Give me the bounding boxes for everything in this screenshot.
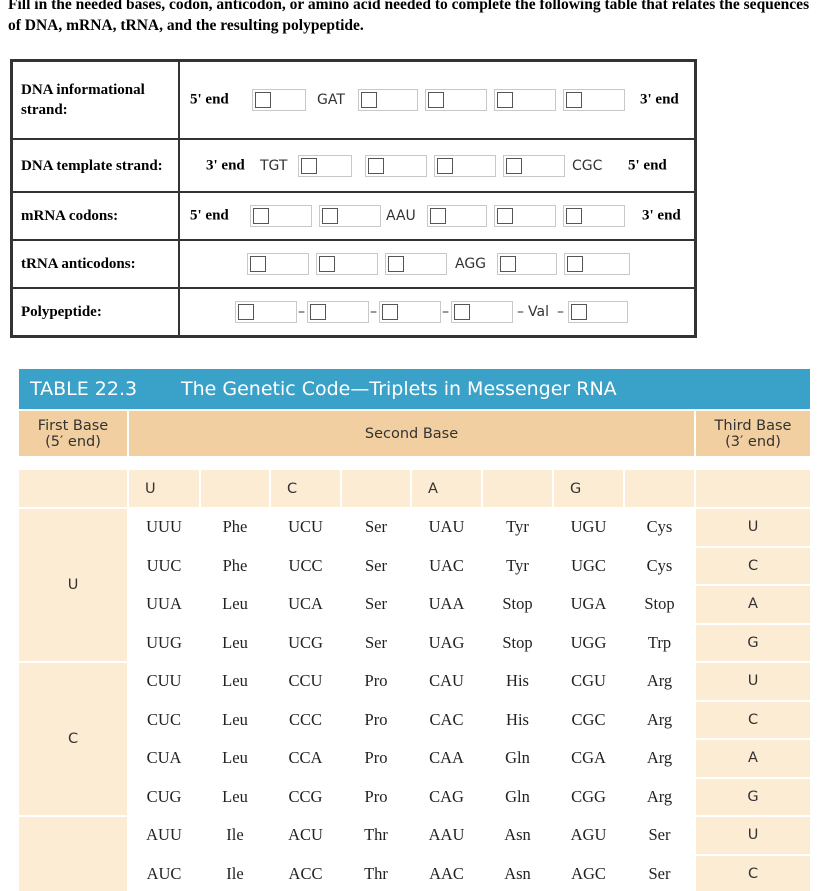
amino-acid: Pro xyxy=(342,779,410,816)
third-base-label: U xyxy=(696,509,810,546)
given-base: AGG xyxy=(455,256,487,272)
given-base: TGT xyxy=(260,157,288,174)
codon: UUU xyxy=(129,509,199,546)
second-base-spacer xyxy=(201,470,269,507)
third-base-spacer xyxy=(696,470,810,507)
answer-box[interactable] xyxy=(247,253,309,275)
second-base-spacer xyxy=(342,470,410,507)
answer-box[interactable] xyxy=(250,205,312,227)
amino-acid: Pro xyxy=(342,740,410,777)
answer-box[interactable] xyxy=(385,253,447,275)
amino-acid: Pro xyxy=(342,663,410,700)
second-base-label: A xyxy=(412,470,481,507)
start-label: 5' end xyxy=(190,91,229,108)
second-base-label: G xyxy=(554,470,623,507)
codon: UGC xyxy=(554,548,623,585)
amino-acid: Leu xyxy=(201,702,269,739)
codon: CCA xyxy=(271,740,340,777)
row-label: tRNA anticodons: xyxy=(12,240,179,288)
amino-acid: Leu xyxy=(201,586,269,623)
amino-acid: Tyr xyxy=(483,509,552,546)
answer-box[interactable] xyxy=(425,89,487,111)
third-base-label: C xyxy=(696,702,810,739)
instructions: Fill in the needed bases, codon, anticodon, or amino acid needed to complete the following table that relates the sequences of DNA, mRNA, tRNA, and the resulting polypeptide. xyxy=(8,0,810,34)
third-base-label: G xyxy=(696,779,810,816)
first-base-label: U xyxy=(19,509,127,661)
answer-box[interactable] xyxy=(497,253,557,275)
amino-acid: Stop xyxy=(483,625,552,662)
third-base-label: A xyxy=(696,740,810,777)
answer-box[interactable] xyxy=(358,89,418,111)
amino-acid: Ser xyxy=(625,817,694,854)
end-label: 5' end xyxy=(628,157,667,173)
amino-acid: Cys xyxy=(625,548,694,585)
first-base-header: First Base (5′ end) xyxy=(19,411,127,456)
amino-acid: Ile xyxy=(201,856,269,891)
amino-acid: Arg xyxy=(625,702,694,739)
amino-acid: Stop xyxy=(625,586,694,623)
codon: UUA xyxy=(129,586,199,623)
codon: CUU xyxy=(129,663,199,700)
row-polypeptide xyxy=(12,288,695,336)
amino-acid: Ser xyxy=(625,856,694,891)
amino-acid: Pro xyxy=(342,702,410,739)
sequence-table xyxy=(10,59,697,338)
codon: CCC xyxy=(271,702,340,739)
start-label: 5' end xyxy=(190,207,229,224)
answer-box[interactable] xyxy=(564,253,630,275)
given-base: GAT xyxy=(317,92,345,108)
amino-acid: Gln xyxy=(483,779,552,816)
codon: UCC xyxy=(271,548,340,585)
row-label: Polypeptide: xyxy=(12,288,179,336)
amino-acid: Cys xyxy=(625,509,694,546)
amino-acid: Arg xyxy=(625,740,694,777)
amino-acid: Thr xyxy=(342,817,410,854)
peptide-bond-dash: – xyxy=(517,304,524,320)
codon: AAU xyxy=(412,817,481,854)
codon: UAC xyxy=(412,548,481,585)
answer-box[interactable] xyxy=(365,155,427,177)
amino-acid: Tyr xyxy=(483,548,552,585)
answer-box[interactable] xyxy=(319,205,381,227)
third-base-label: U xyxy=(696,663,810,700)
first-base-label: C xyxy=(19,663,127,815)
answer-box[interactable] xyxy=(379,301,441,323)
answer-box[interactable] xyxy=(252,89,306,111)
peptide-bond-dash: – xyxy=(298,304,305,320)
answer-box[interactable] xyxy=(568,301,628,323)
codon: AUC xyxy=(129,856,199,891)
answer-box[interactable] xyxy=(298,155,352,177)
codon: UCG xyxy=(271,625,340,662)
answer-box[interactable] xyxy=(563,205,625,227)
amino-acid: Ser xyxy=(342,586,410,623)
second-base-label: U xyxy=(129,470,199,507)
second-base-label: C xyxy=(271,470,340,507)
answer-box[interactable] xyxy=(235,301,297,323)
genetic-code-header xyxy=(19,369,810,409)
codon: ACU xyxy=(271,817,340,854)
third-base-label: U xyxy=(696,817,810,854)
codon: AGU xyxy=(554,817,623,854)
start-label: 3' end xyxy=(206,157,245,173)
row-label: mRNA codons: xyxy=(12,192,179,240)
codon: UGG xyxy=(554,625,623,662)
amino-acid: Thr xyxy=(342,856,410,891)
amino-acid: Stop xyxy=(483,586,552,623)
first-base-label xyxy=(19,817,127,891)
codon: CGG xyxy=(554,779,623,816)
codon: UUG xyxy=(129,625,199,662)
amino-acid: His xyxy=(483,663,552,700)
third-base-header: Third Base (3′ end) xyxy=(696,411,810,456)
codon: UAU xyxy=(412,509,481,546)
row-dna-template xyxy=(12,139,695,192)
second-base-spacer xyxy=(483,470,552,507)
amino-acid: Trp xyxy=(625,625,694,662)
third-base-label: C xyxy=(696,548,810,585)
codon: AUU xyxy=(129,817,199,854)
amino-acid: Phe xyxy=(201,509,269,546)
amino-acid: His xyxy=(483,702,552,739)
second-base-spacer xyxy=(625,470,694,507)
amino-acid: Ile xyxy=(201,817,269,854)
codon: ACC xyxy=(271,856,340,891)
row-trna xyxy=(12,240,695,288)
codon: UAA xyxy=(412,586,481,623)
codon: UCU xyxy=(271,509,340,546)
peptide-bond-dash: – xyxy=(370,304,377,320)
codon: CUG xyxy=(129,779,199,816)
amino-acid: Leu xyxy=(201,625,269,662)
third-base-label: G xyxy=(696,625,810,662)
peptide-bond-dash: – xyxy=(557,304,564,320)
third-base-label: A xyxy=(696,586,810,623)
row-label: DNA informational strand: xyxy=(12,61,179,139)
codon: CGC xyxy=(554,702,623,739)
amino-acid: Ser xyxy=(342,509,410,546)
answer-box[interactable] xyxy=(494,205,556,227)
amino-acid: Gln xyxy=(483,740,552,777)
codon: UUC xyxy=(129,548,199,585)
row-dna-informational xyxy=(12,61,695,139)
amino-acid: Asn xyxy=(483,817,552,854)
second-base-header: Second Base xyxy=(129,411,694,456)
amino-acid: Leu xyxy=(201,740,269,777)
codon: CGU xyxy=(554,663,623,700)
row-label: DNA template strand: xyxy=(12,139,179,192)
amino-acid: Leu xyxy=(201,663,269,700)
codon: UGU xyxy=(554,509,623,546)
amino-acid: Leu xyxy=(201,779,269,816)
third-base-label: C xyxy=(696,856,810,891)
end-label: 3' end xyxy=(640,91,679,108)
end-label: 3' end xyxy=(642,207,681,224)
amino-acid: Arg xyxy=(625,779,694,816)
genetic-code-table xyxy=(19,369,810,891)
amino-acid: Phe xyxy=(201,548,269,585)
codon: AGC xyxy=(554,856,623,891)
codon: UAG xyxy=(412,625,481,662)
first-base-spacer xyxy=(19,470,127,507)
given-base: AAU xyxy=(386,208,416,224)
codon: AAC xyxy=(412,856,481,891)
given-amino-acid: Val xyxy=(528,304,549,320)
answer-box[interactable] xyxy=(503,155,565,177)
codon: CAU xyxy=(412,663,481,700)
amino-acid: Ser xyxy=(342,548,410,585)
answer-box[interactable] xyxy=(434,155,496,177)
peptide-bond-dash: – xyxy=(442,304,449,320)
answer-box[interactable] xyxy=(451,301,513,323)
codon: UGA xyxy=(554,586,623,623)
amino-acid: Arg xyxy=(625,663,694,700)
answer-box[interactable] xyxy=(316,253,378,275)
given-base: CGC xyxy=(572,157,603,174)
answer-box[interactable] xyxy=(563,89,625,111)
codon: CUC xyxy=(129,702,199,739)
amino-acid: Asn xyxy=(483,856,552,891)
answer-box[interactable] xyxy=(427,205,487,227)
codon: CCG xyxy=(271,779,340,816)
codon: CGA xyxy=(554,740,623,777)
amino-acid: Ser xyxy=(342,625,410,662)
codon: CUA xyxy=(129,740,199,777)
codon: CCU xyxy=(271,663,340,700)
table-title: The Genetic Code—Triplets in Messenger RNA xyxy=(181,378,617,400)
answer-box[interactable] xyxy=(307,301,369,323)
codon: CAC xyxy=(412,702,481,739)
answer-box[interactable] xyxy=(494,89,556,111)
codon: UCA xyxy=(271,586,340,623)
table-number: TABLE 22.3 xyxy=(30,378,138,400)
row-mrna xyxy=(12,192,695,240)
codon: CAA xyxy=(412,740,481,777)
codon: CAG xyxy=(412,779,481,816)
